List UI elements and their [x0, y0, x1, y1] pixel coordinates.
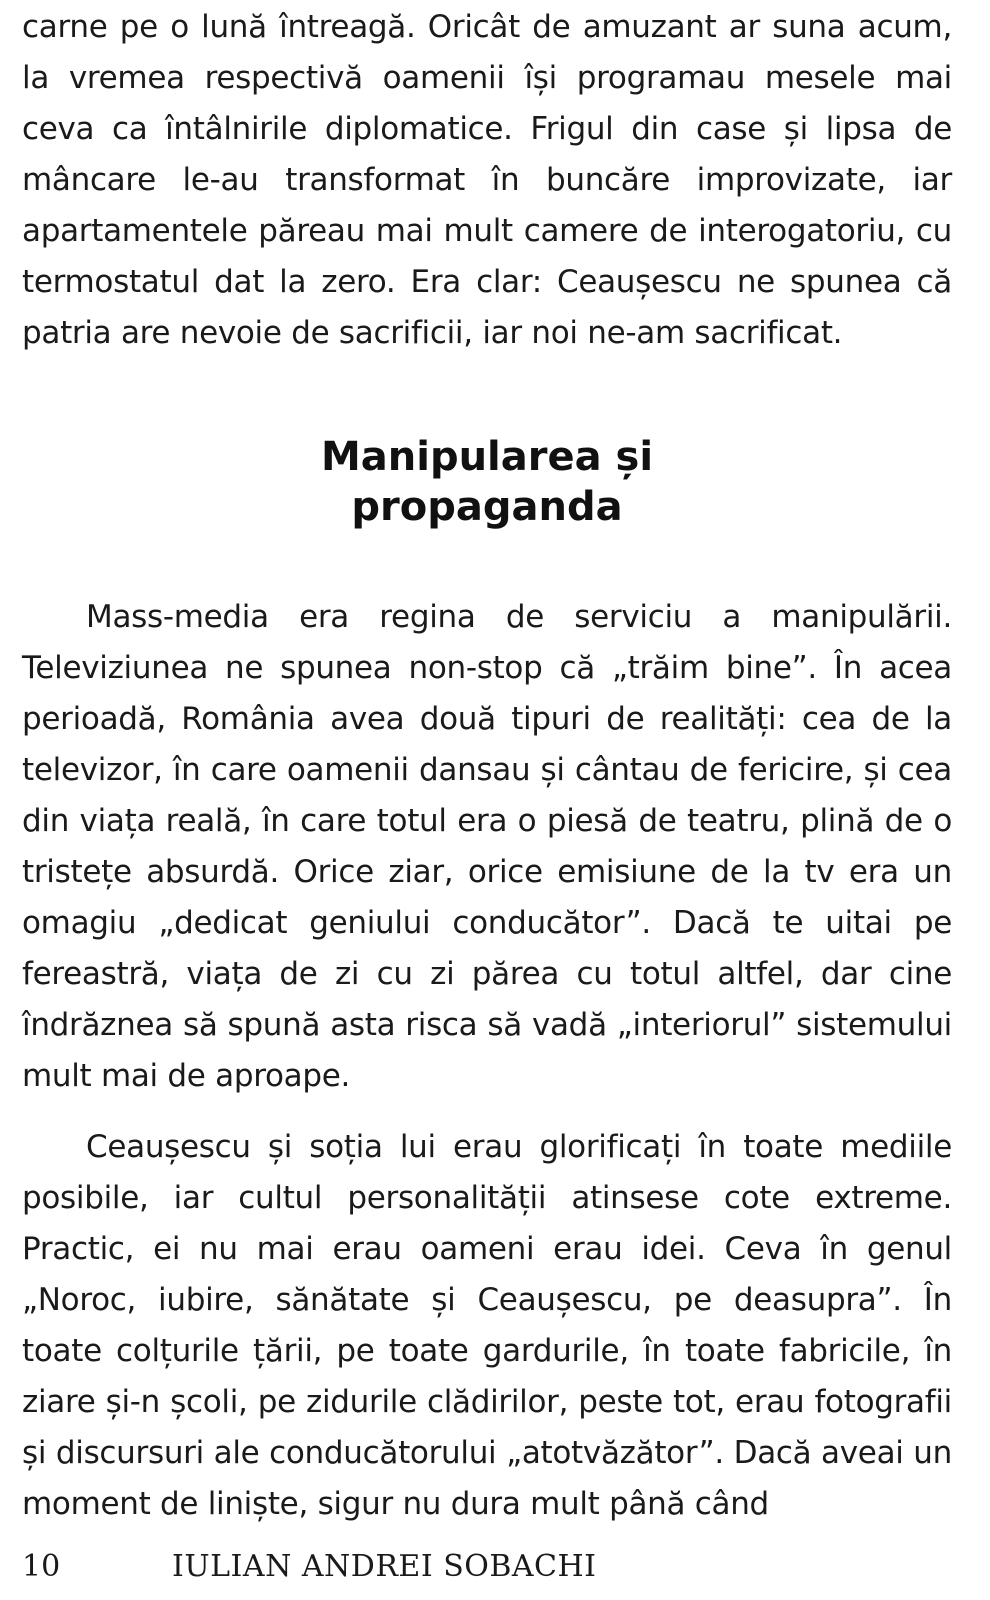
body-paragraph-2: Mass-media era regina de serviciu a manipulării. Televiziunea ne spunea non-stop că „trăim bine”. În acea perioadă, România avea două tipuri de realități: cea de la televizor, în care oamenii dansau și cântau de fericire, și cea din viața reală, în care totul era o piesă de teatru, plină de o tristețe absurdă. Orice ziar, orice emisiune de la tv era un omagiu „dedicat geniului conducător”. Dacă te uitai pe fereastră, viața de zi cu zi părea cu totul altfel, dar cine îndrăznea să spună asta risca să vadă „interiorul” sistemului mult mai de aproape. — [22, 599, 952, 1094]
running-footer-author: IULIAN ANDREI SOBACHI — [172, 1549, 597, 1584]
section-heading-line-2: propaganda — [351, 484, 623, 530]
section-heading — [22, 432, 952, 532]
body-paragraph-1: carne pe o lună întreagă. Oricât de amuzant ar suna acum, la vremea respectivă oamenii își programau mesele mai ceva ca întâlnirile diplomatice. Frigul din case și lipsa de mâncare le-au transformat în buncăre improvizate, iar apartamentele păreau mai mult camere de interogatoriu, cu termostatul dat la zero. Era clar: Ceaușescu ne spunea că patria are nevoie de sacrificii, iar noi ne-am sacrificat. — [22, 9, 952, 351]
page-footer — [22, 1550, 597, 1584]
body-paragraph-3: Ceaușescu și soția lui erau glorificați în toate mediile posibile, iar cultul personalității atinsese cote extreme. Practic, ei nu mai erau oameni erau idei. Ceva în genul „Noroc, iubire, sănătate și Ceaușescu, pe deasupra”. În toate colțurile țării, pe toate gardurile, în toate fabricile, în ziare și-n școli, pe zidurile clădirilor, peste tot, erau fotografii și discursuri ale conducătorului „atotvăzător”. Dacă aveai un moment de liniște, sigur nu dura mult până când — [22, 1129, 952, 1522]
page-number: 10 — [22, 1549, 61, 1584]
section-heading-line-1: Manipularea și — [320, 434, 654, 480]
